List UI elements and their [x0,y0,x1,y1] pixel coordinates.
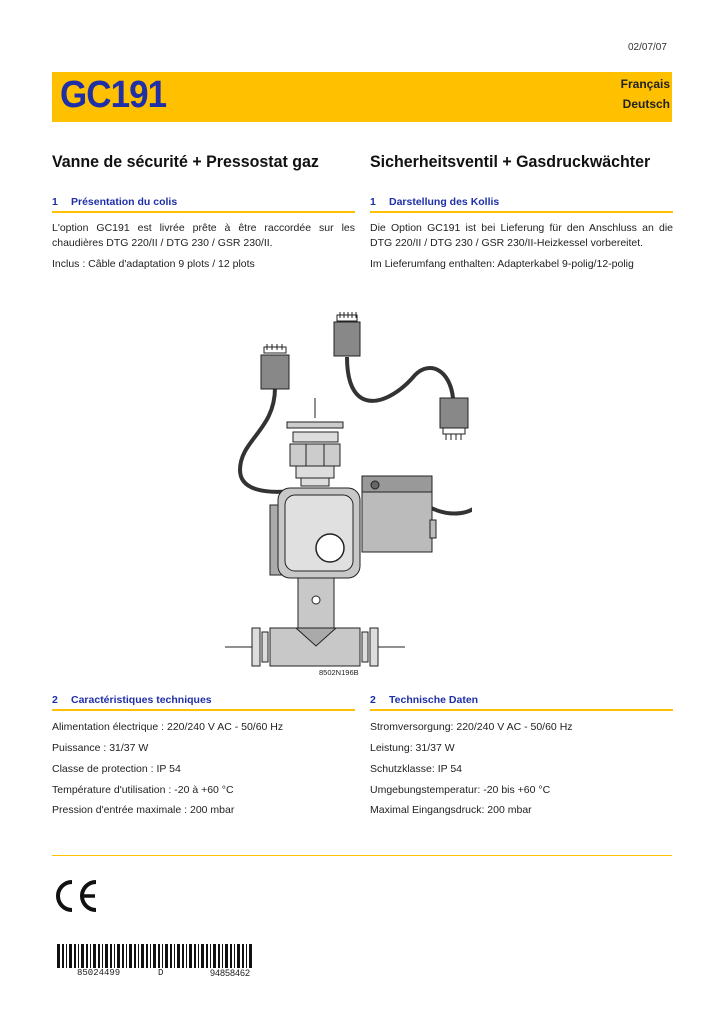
cable [240,388,300,492]
german-spec-line: Umgebungstemperatur: -20 bis +60 °C [370,784,551,796]
german-included-paragraph: Im Lieferumfang enthalten: Adapterkabel 9-polig/12-polig [370,258,634,270]
section-divider [52,709,355,711]
connector-plug-icon [334,312,360,356]
section-title: Darstellung des Kollis [389,196,500,208]
section-number: 2 [52,694,58,706]
german-spec-line: Schutzklasse: IP 54 [370,763,463,775]
barcode-secondary-number: 94858462 [210,968,251,978]
section-number: 1 [370,196,376,208]
product-illustration [222,310,472,682]
german-spec-line: Leistung: 31/37 W [370,742,455,754]
connector-plug-icon [261,344,289,389]
section-number: 1 [52,196,58,208]
cable [347,357,453,401]
german-spec-line: Stromversorgung: 220/240 V AC - 50/60 Hz [370,721,573,733]
connector-plug-icon [440,398,468,440]
language-label-french: Français [620,77,670,91]
german-title: Sicherheitsventil + Gasdruckwächter [370,152,651,171]
barcode-number: 85024499 [77,968,121,978]
french-included-paragraph: Inclus : Câble d'adaptation 9 plots / 12 plots [52,258,255,270]
barcode-letter: D [158,968,164,978]
german-section1-heading [370,196,499,208]
section-divider [52,211,355,213]
language-label-german: Deutsch [622,97,670,111]
figure-reference-label: 8502N196B [319,668,359,677]
french-title: Vanne de sécurité + Pressostat gaz [52,152,319,171]
french-intro-paragraph: L'option GC191 est livrée prête à être raccordée sur les chaudières DTG 220/II / DTG 230 / GSR 230/II. [52,222,355,249]
title-banner [52,72,672,122]
barcode-icon [57,944,252,968]
section-divider [370,211,673,213]
german-section2-heading [370,694,478,706]
footer-divider [52,855,672,856]
french-spec-line: Puissance : 31/37 W [52,742,149,754]
french-spec-line: Alimentation électrique : 220/240 V AC - 50/60 Hz [52,721,284,733]
section-title: Technische Daten [389,694,479,706]
document-date: 02/07/07 [628,42,667,53]
section-number: 2 [370,694,376,706]
french-spec-line: Pression d'entrée maximale : 200 mbar [52,804,235,816]
french-section1-heading [52,196,177,208]
german-spec-line: Maximal Eingangsdruck: 200 mbar [370,804,532,816]
french-spec-line: Température d'utilisation : -20 à +60 °C [52,784,234,796]
french-section2-heading [52,694,212,706]
section-title: Présentation du colis [71,196,178,208]
ce-mark-icon [52,878,100,914]
section-divider [370,709,673,711]
product-code: GC191 [60,74,167,116]
section-title: Caractéristiques techniques [71,694,212,706]
french-spec-line: Classe de protection : IP 54 [52,763,181,775]
german-intro-paragraph: Die Option GC191 ist bei Lieferung für den Anschluss an die DTG 220/II / DTG 230 / GSR 230/II-Heizkessel vorbereitet. [370,222,673,249]
